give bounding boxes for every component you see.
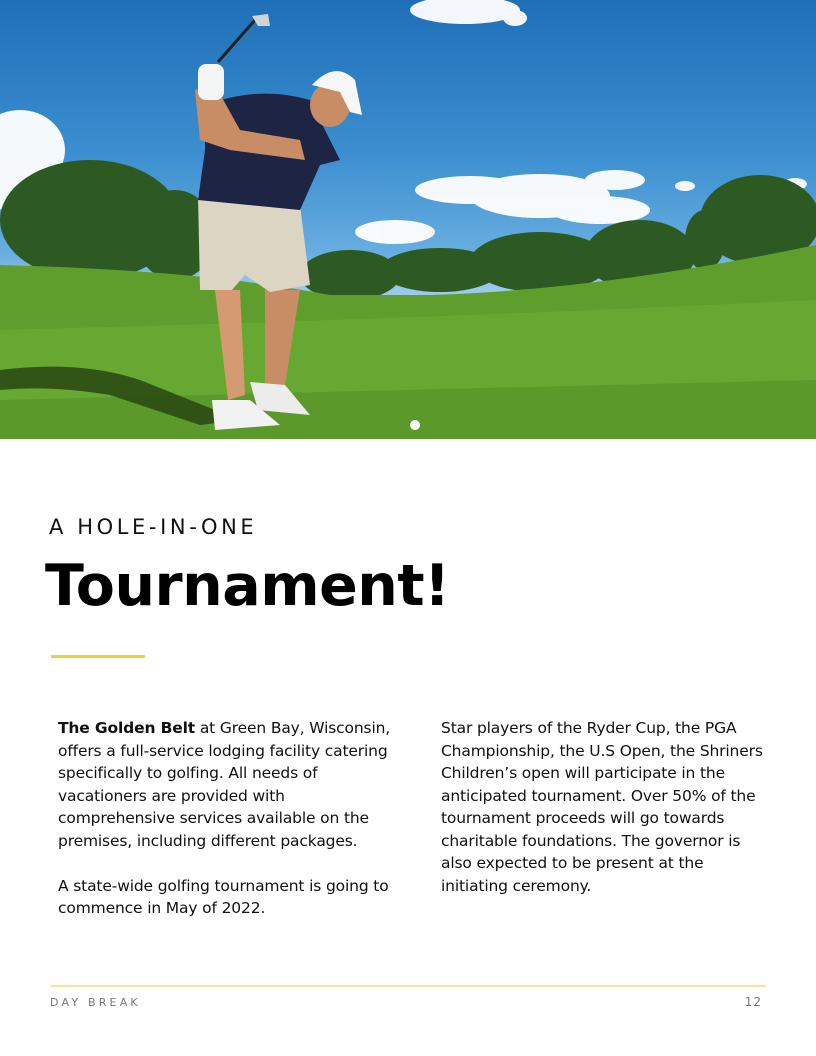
tournament-date-paragraph: A state-wide golfing tournament is going to commence in May of 2022.	[58, 876, 389, 917]
accent-divider	[51, 655, 145, 658]
body-right-column	[441, 717, 771, 897]
heading-kicker: A HOLE-IN-ONE	[49, 515, 258, 539]
body-left-column	[58, 717, 398, 920]
footer-brand: DAY BREAK	[50, 996, 141, 1009]
intro-text: at Green Bay, Wisconsin, offers a full-service lodging facility catering specifically to golfing. All needs of vacationers are provided with comprehensive services available on the premises, including different packages.	[58, 719, 391, 850]
page-number: 12	[744, 995, 762, 1009]
page-title: Tournament!	[45, 553, 450, 619]
footer-divider	[51, 985, 766, 987]
golfer-photo	[0, 0, 816, 439]
golf-ball	[410, 420, 420, 430]
participants-paragraph: Star players of the Ryder Cup, the PGA Championship, the U.S Open, the Shriners Children’s open will participate in the anticipated tournament. Over 50% of the tournament proceeds will go towards charitable foundations. The governor is also expected to be present at the initiating ceremony.	[441, 719, 763, 895]
intro-paragraph	[58, 717, 398, 852]
hero-image	[0, 0, 816, 439]
venue-name: The Golden Belt	[58, 719, 196, 737]
